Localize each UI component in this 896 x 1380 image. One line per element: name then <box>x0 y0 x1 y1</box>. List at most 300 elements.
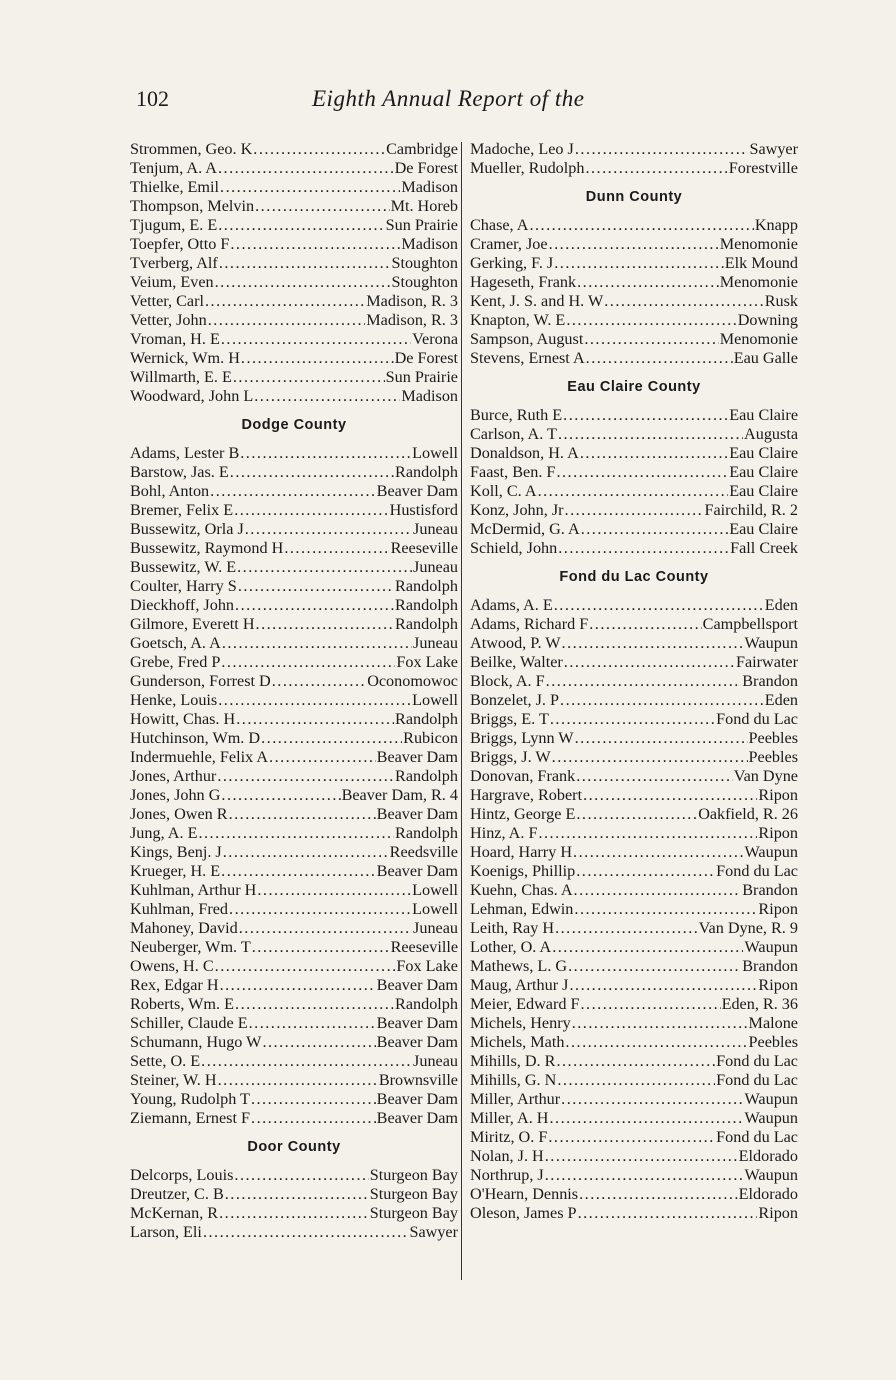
leader-dots <box>568 957 741 976</box>
entry-name: Adams, Richard F <box>470 615 589 633</box>
leader-dots <box>218 159 394 178</box>
entry-name: Adams, A. E <box>470 596 553 614</box>
list-group <box>470 216 798 368</box>
list-item <box>130 672 458 691</box>
entry-place: Sawyer <box>409 1223 458 1241</box>
entry-name: Koll, C. A <box>470 482 537 500</box>
leader-dots <box>556 1052 715 1071</box>
entry-place: Peebles <box>748 729 798 747</box>
entry-place: Fond du Lac <box>716 1052 798 1070</box>
list-item <box>470 1052 798 1071</box>
leader-dots <box>201 1052 412 1071</box>
leader-dots <box>575 140 749 159</box>
list-item <box>130 653 458 672</box>
list-item <box>130 140 458 159</box>
entry-place: Eau Claire <box>729 463 798 481</box>
leader-dots <box>545 1166 744 1185</box>
list-item <box>130 843 458 862</box>
entry-place: Sturgeon Bay <box>369 1185 458 1203</box>
entry-place: Sturgeon Bay <box>369 1166 458 1184</box>
entry-name: O'Hearn, Dennis <box>470 1185 579 1203</box>
entry-place: Waupun <box>744 1090 798 1108</box>
entry-name: Jones, John G <box>130 786 221 804</box>
entry-name: Maug, Arthur J <box>470 976 569 994</box>
entry-place: Waupun <box>744 634 798 652</box>
list-item <box>130 1052 458 1071</box>
list-item <box>130 1033 458 1052</box>
leader-dots <box>208 311 366 330</box>
entry-place: Fairwater <box>735 653 798 671</box>
page-title: Eighth Annual Report of the <box>312 86 585 111</box>
entry-place: Verona <box>412 330 458 348</box>
county-heading-dunn: Dunn County <box>585 189 683 205</box>
county-heading-dodge: Dodge County <box>241 417 347 433</box>
entry-name: Nolan, J. H <box>470 1147 544 1165</box>
list-item <box>130 1014 458 1033</box>
list-item <box>470 216 798 235</box>
leader-dots <box>230 463 394 482</box>
entry-name: Adams, Lester B <box>130 444 240 462</box>
list-item <box>130 292 458 311</box>
leader-dots <box>235 995 394 1014</box>
entry-name: Chase, A <box>470 216 529 234</box>
entry-place: Campbellsport <box>702 615 798 633</box>
entry-name: Strommen, Geo. K <box>130 140 253 158</box>
leader-dots <box>240 444 411 463</box>
entry-place: Rusk <box>764 292 798 310</box>
entry-place: Rubicon <box>403 729 458 747</box>
entry-place: De Forest <box>394 159 458 177</box>
leader-dots <box>218 1071 378 1090</box>
leader-dots <box>230 235 400 254</box>
leader-dots <box>578 1204 758 1223</box>
page-header <box>130 84 710 118</box>
entry-place: Lowell <box>412 444 458 462</box>
entry-name: Willmarth, E. E <box>130 368 232 386</box>
entry-place: Waupun <box>744 938 798 956</box>
leader-dots <box>557 1071 715 1090</box>
list-item <box>130 330 458 349</box>
list-item <box>130 482 458 501</box>
entry-name: Carlson, A. T <box>470 425 557 443</box>
list-item <box>130 615 458 634</box>
entry-name: Lother, O. A <box>470 938 552 956</box>
entry-name: Michels, Math <box>470 1033 565 1051</box>
list-item <box>470 1185 798 1204</box>
entry-place: Brandon <box>742 672 798 690</box>
leader-dots <box>585 159 727 178</box>
entry-place: Reeseville <box>390 938 458 956</box>
entry-name: Howitt, Chas. H <box>130 710 236 728</box>
entry-name: Toepfer, Otto F <box>130 235 230 253</box>
list-group <box>130 444 458 1128</box>
entry-name: Meier, Edward F <box>470 995 580 1013</box>
entry-name: Beilke, Walter <box>470 653 563 671</box>
entry-place: Waupun <box>744 1109 798 1127</box>
right-column <box>470 140 798 1223</box>
leader-dots <box>581 520 729 539</box>
leader-dots <box>577 273 719 292</box>
leader-dots <box>563 406 728 425</box>
entry-name: McDermid, G. A <box>470 520 580 538</box>
leader-dots <box>220 976 376 995</box>
entry-name: Mihills, D. R <box>470 1052 556 1070</box>
entry-place: Brandon <box>742 881 798 899</box>
entry-name: Vroman, H. E <box>130 330 220 348</box>
leader-dots <box>550 710 715 729</box>
leader-dots <box>215 273 391 292</box>
entry-name: Young, Rudolph T <box>130 1090 250 1108</box>
entry-place: Hustisford <box>389 501 458 519</box>
entry-name: Knapton, W. E <box>470 311 566 329</box>
leader-dots <box>221 862 375 881</box>
leader-dots <box>262 1033 375 1052</box>
leader-dots <box>220 178 400 197</box>
list-item <box>130 1071 458 1090</box>
leader-dots <box>575 729 748 748</box>
leader-dots <box>218 691 411 710</box>
county-heading-door: Door County <box>247 1139 341 1155</box>
list-item <box>130 1204 458 1223</box>
list-item <box>470 843 798 862</box>
entry-name: Madoche, Leo J <box>470 140 574 158</box>
list-item <box>130 634 458 653</box>
entry-place: Randolph <box>395 824 458 842</box>
entry-place: Eau Claire <box>729 444 798 462</box>
leader-dots <box>223 843 389 862</box>
leader-dots <box>215 957 396 976</box>
entry-name: Mueller, Rudolph <box>470 159 585 177</box>
leader-dots <box>198 824 394 843</box>
entry-name: Tverberg, Alf <box>130 254 218 272</box>
leader-dots <box>249 1014 376 1033</box>
leader-dots <box>229 805 376 824</box>
entry-name: Mathews, L. G <box>470 957 568 975</box>
leader-dots <box>225 1185 369 1204</box>
entry-name: Kuhlman, Fred <box>130 900 229 918</box>
entry-name: Kuhlman, Arthur H <box>130 881 257 899</box>
entry-place: Oakfield, R. 26 <box>698 805 798 823</box>
entry-name: Jones, Owen R <box>130 805 228 823</box>
entry-place: Beaver Dam <box>376 1109 458 1127</box>
entry-name: Donaldson, H. A <box>470 444 579 462</box>
entry-place: Fond du Lac <box>716 862 798 880</box>
leader-dots <box>237 558 412 577</box>
list-item <box>470 330 798 349</box>
list-item <box>470 425 798 444</box>
entry-place: Reeseville <box>390 539 458 557</box>
entry-place: Ripon <box>758 824 798 842</box>
list-item <box>130 235 458 254</box>
entry-place: Fall Creek <box>730 539 798 557</box>
list-item <box>470 1014 798 1033</box>
entry-name: Delcorps, Louis <box>130 1166 234 1184</box>
list-item <box>470 235 798 254</box>
list-item <box>470 159 798 178</box>
list-item <box>130 539 458 558</box>
leader-dots <box>217 767 394 786</box>
entry-place: Randolph <box>395 615 458 633</box>
entry-place: Sun Prairie <box>385 216 458 234</box>
entry-place: Madison <box>401 178 458 196</box>
leader-dots <box>576 862 715 881</box>
entry-name: Schield, John <box>470 539 558 557</box>
entry-place: Beaver Dam <box>376 482 458 500</box>
leader-dots <box>580 444 728 463</box>
entry-name: Briggs, E. T <box>470 710 549 728</box>
entry-place: Waupun <box>744 1166 798 1184</box>
leader-dots <box>558 539 729 558</box>
list-item <box>470 140 798 159</box>
entry-place: Randolph <box>395 463 458 481</box>
entry-name: Block, A. F <box>470 672 545 690</box>
leader-dots <box>538 482 729 501</box>
entry-place: Eau Claire <box>729 406 798 424</box>
entry-place: Malone <box>748 1014 798 1032</box>
entry-name: Jung, A. E <box>130 824 198 842</box>
list-item <box>470 805 798 824</box>
entry-name: Northrup, J <box>470 1166 544 1184</box>
entry-name: Lehman, Edwin <box>470 900 574 918</box>
entry-place: Madison <box>401 387 458 405</box>
leader-dots <box>256 615 395 634</box>
entry-name: Tjugum, E. E <box>130 216 218 234</box>
leader-dots <box>584 330 718 349</box>
entry-name: Henke, Louis <box>130 691 218 709</box>
entry-place: Ripon <box>758 786 798 804</box>
leader-dots <box>234 501 388 520</box>
entry-name: Coulter, Harry S <box>130 577 237 595</box>
leader-dots <box>221 786 340 805</box>
leader-dots <box>252 938 390 957</box>
entry-place: Beaver Dam <box>376 748 458 766</box>
entry-name: Koenigs, Phillip <box>470 862 576 880</box>
entry-place: Randolph <box>395 596 458 614</box>
entry-name: Konz, John, Jr <box>470 501 564 519</box>
leader-dots <box>219 1204 369 1223</box>
entry-place: Fond du Lac <box>716 1071 798 1089</box>
leader-dots <box>255 197 389 216</box>
list-item <box>470 653 798 672</box>
list-item <box>130 938 458 957</box>
list-item <box>130 463 458 482</box>
entry-name: Goetsch, A. A <box>130 634 221 652</box>
entry-place: Juneau <box>413 919 458 937</box>
list-group <box>130 140 458 406</box>
entry-name: Miller, Arthur <box>470 1090 561 1108</box>
entry-name: Oleson, James P <box>470 1204 577 1222</box>
entry-place: Beaver Dam <box>376 1014 458 1032</box>
entry-place: Elk Mound <box>724 254 798 272</box>
list-item <box>130 273 458 292</box>
entry-name: Krueger, H. E <box>130 862 221 880</box>
entry-name: Miritz, O. F <box>470 1128 548 1146</box>
entry-name: Veium, Even <box>130 273 214 291</box>
list-item <box>130 1166 458 1185</box>
leader-dots <box>272 672 366 691</box>
list-item <box>130 1223 458 1242</box>
list-item <box>130 1090 458 1109</box>
leader-dots <box>239 919 412 938</box>
entry-place: Fox Lake <box>396 653 458 671</box>
entry-name: Dieckhoff, John <box>130 596 235 614</box>
entry-name: Mahoney, David <box>130 919 238 937</box>
entry-name: Hageseth, Frank <box>470 273 577 291</box>
leader-dots <box>251 1109 376 1128</box>
leader-dots <box>556 463 728 482</box>
entry-place: Van Dyne <box>733 767 798 785</box>
list-item <box>130 216 458 235</box>
list-item <box>470 710 798 729</box>
entry-place: Randolph <box>395 995 458 1013</box>
entry-place: Juneau <box>413 520 458 538</box>
list-item <box>470 311 798 330</box>
entry-name: Schiller, Claude E <box>130 1014 248 1032</box>
list-item <box>130 767 458 786</box>
entry-place: Beaver Dam, R. 4 <box>341 786 458 804</box>
list-item <box>470 748 798 767</box>
entry-place: Juneau <box>413 1052 458 1070</box>
entry-place: Eldorado <box>738 1185 798 1203</box>
list-item <box>130 159 458 178</box>
entry-name: Stevens, Ernest A <box>470 349 585 367</box>
entry-name: Kent, J. S. and H. W <box>470 292 604 310</box>
entry-name: Hinz, A. F <box>470 824 538 842</box>
entry-name: Gunderson, Forrest D <box>130 672 271 690</box>
list-item <box>130 900 458 919</box>
entry-place: Menomonie <box>719 273 798 291</box>
list-item <box>470 539 798 558</box>
leader-dots <box>552 748 748 767</box>
entry-place: Fond du Lac <box>716 1128 798 1146</box>
entry-place: Peebles <box>748 748 798 766</box>
entry-name: Donovan, Frank <box>470 767 576 785</box>
list-item <box>470 976 798 995</box>
entry-name: Owens, H. C <box>130 957 214 975</box>
list-item <box>130 311 458 330</box>
leader-dots <box>538 824 757 843</box>
entry-name: Thompson, Melvin <box>130 197 255 215</box>
entry-name: Hoard, Harry H <box>470 843 573 861</box>
list-item <box>130 254 458 273</box>
entry-place: Menomonie <box>719 235 798 253</box>
list-item <box>470 1128 798 1147</box>
entry-place: Menomonie <box>719 330 798 348</box>
entry-place: Lowell <box>412 881 458 899</box>
entry-name: Rex, Edgar H <box>130 976 219 994</box>
list-item <box>130 577 458 596</box>
list-item <box>470 672 798 691</box>
entry-name: Miller, A. H <box>470 1109 549 1127</box>
list-item <box>470 463 798 482</box>
entry-name: Atwood, P. W <box>470 634 561 652</box>
list-item <box>470 862 798 881</box>
leader-dots <box>545 1147 738 1166</box>
entry-name: Woodward, John L <box>130 387 254 405</box>
entry-place: Lowell <box>412 691 458 709</box>
list-item <box>470 406 798 425</box>
list-item <box>130 862 458 881</box>
leader-dots <box>561 1090 743 1109</box>
list-item <box>130 558 458 577</box>
entry-place: Eden <box>764 691 798 709</box>
entry-name: Schumann, Hugo W <box>130 1033 262 1051</box>
list-item <box>470 273 798 292</box>
entry-place: Madison <box>401 235 458 253</box>
entry-place: Forestville <box>728 159 798 177</box>
entry-place: Stoughton <box>391 254 458 272</box>
entry-place: Lowell <box>412 900 458 918</box>
entry-place: Downing <box>737 311 798 329</box>
list-item <box>470 938 798 957</box>
leader-dots <box>236 710 394 729</box>
list-item <box>470 292 798 311</box>
entry-place: Mt. Horeb <box>390 197 458 215</box>
list-item <box>130 178 458 197</box>
county-heading-eau-claire: Eau Claire County <box>567 379 701 395</box>
leader-dots <box>586 349 733 368</box>
list-item <box>470 349 798 368</box>
leader-dots <box>257 881 411 900</box>
entry-place: Brownsville <box>378 1071 458 1089</box>
leader-dots <box>564 653 735 672</box>
entry-name: Thielke, Emil <box>130 178 220 196</box>
leader-dots <box>581 995 721 1014</box>
leader-dots <box>546 672 742 691</box>
entry-name: Faast, Ben. F <box>470 463 556 481</box>
list-item <box>130 596 458 615</box>
entry-place: Peebles <box>748 1033 798 1051</box>
list-item <box>470 1109 798 1128</box>
entry-place: Sawyer <box>749 140 798 158</box>
leader-dots <box>604 292 763 311</box>
list-item <box>130 881 458 900</box>
entry-name: Briggs, J. W <box>470 748 551 766</box>
leader-dots <box>552 938 743 957</box>
leader-dots <box>565 1033 747 1052</box>
entry-name: Vetter, Carl <box>130 292 204 310</box>
entry-place: Ripon <box>758 1204 798 1222</box>
entry-place: Oconomowoc <box>367 672 458 690</box>
entry-name: Ziemann, Ernest F <box>130 1109 251 1127</box>
entry-place: Beaver Dam <box>376 1033 458 1051</box>
list-item <box>130 387 458 406</box>
entry-name: Bussewitz, Orla J <box>130 520 244 538</box>
leader-dots <box>253 140 385 159</box>
list-item <box>130 805 458 824</box>
list-item <box>470 1147 798 1166</box>
entry-name: Wernick, Wm. H <box>130 349 240 367</box>
leader-dots <box>569 976 757 995</box>
leader-dots <box>254 387 400 406</box>
list-item <box>130 349 458 368</box>
list-item <box>130 995 458 1014</box>
list-item <box>470 520 798 539</box>
list-item <box>470 957 798 976</box>
list-item <box>130 710 458 729</box>
leader-dots <box>251 1090 376 1109</box>
entry-name: Vetter, John <box>130 311 207 329</box>
entry-place: Madison, R. 3 <box>366 311 458 329</box>
leader-dots <box>548 1128 715 1147</box>
leader-dots <box>235 596 394 615</box>
entry-name: Barstow, Jas. E <box>130 463 229 481</box>
entry-place: Randolph <box>395 767 458 785</box>
list-item <box>470 501 798 520</box>
entry-place: Waupun <box>744 843 798 861</box>
entry-name: Gerking, F. J <box>470 254 554 272</box>
entry-place: Eau Galle <box>733 349 798 367</box>
